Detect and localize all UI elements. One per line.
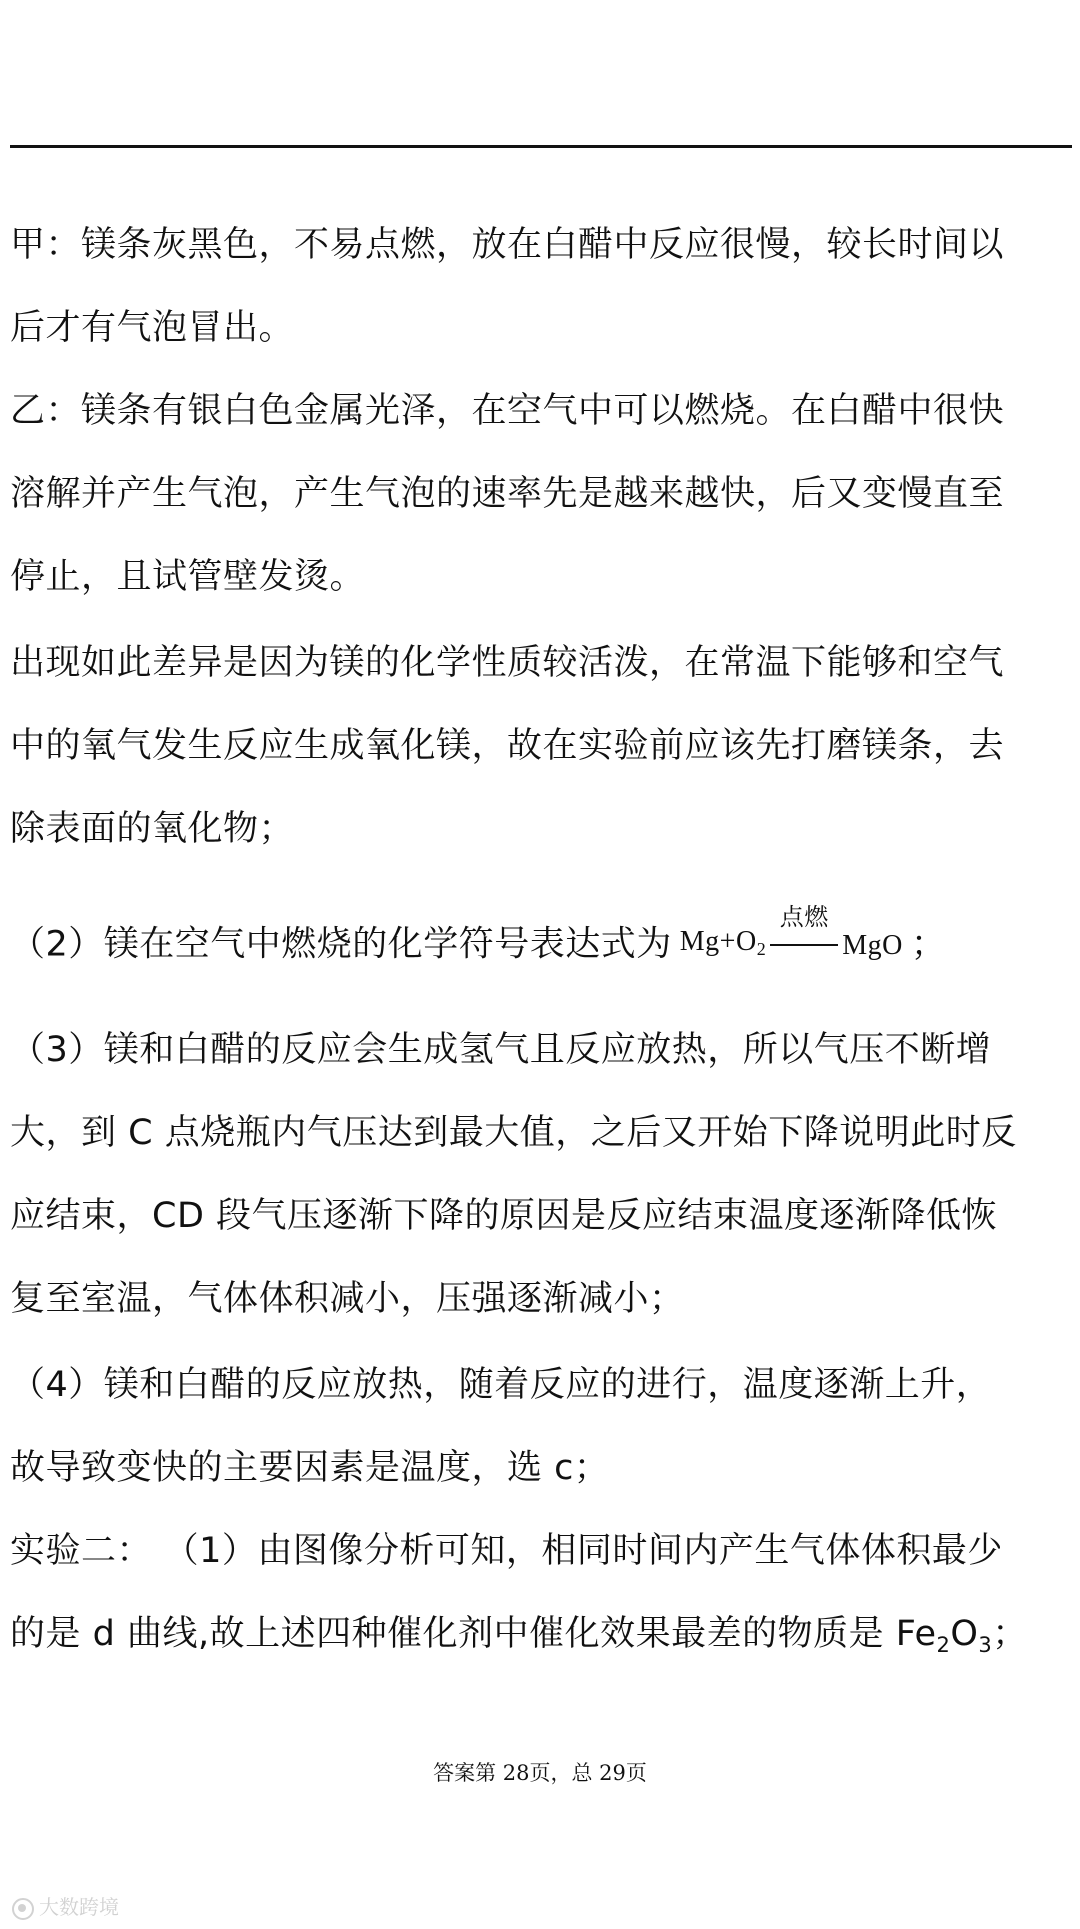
watermark-logo-icon	[12, 1898, 34, 1920]
reaction-condition: 点燃	[779, 902, 829, 931]
paragraph-line: 除表面的氧化物；	[10, 809, 295, 849]
chemistry-line-suffix: ；	[992, 1614, 1028, 1654]
paragraph-line: （3）镁和白醋的反应会生成氢气且反应放热，所以气压不断增	[10, 1030, 992, 1070]
equation-suffix: ；	[910, 924, 947, 965]
equation-reactants: Mg+O2	[679, 926, 767, 959]
paragraph-line: 实验二： （1）由图像分析可知，相同时间内产生气体体积最少	[10, 1531, 1003, 1571]
chemistry-line-prefix: 的是 d 曲线,故上述四种催化剂中催化效果最差的物质是 Fe	[10, 1614, 937, 1654]
page-footer: 答案第 28页，总 29页	[433, 1761, 647, 1785]
fe-subscript: 2	[936, 1633, 951, 1657]
paragraph-line: 复至室温，气体体积减小，压强逐渐减小；	[10, 1279, 685, 1319]
paragraph-line: 大，到 C 点烧瓶内气压达到最大值，之后又开始下降说明此时反	[10, 1113, 1017, 1153]
chemical-equation	[679, 902, 903, 974]
chemistry-line	[10, 1609, 1074, 1670]
oxygen-symbol: O	[950, 1614, 979, 1654]
equation-line	[10, 902, 1074, 974]
paragraph-line: （4）镁和白醋的反应放热，随着反应的进行，温度逐渐上升，	[10, 1365, 992, 1405]
reaction-line	[770, 944, 838, 946]
watermark	[12, 1894, 119, 1920]
equation-prefix: （2）镁在空气中燃烧的化学符号表达式为	[10, 924, 672, 965]
paragraph-line: 乙：镁条有银白色金属光泽，在空气中可以燃烧。在白醋中很快	[10, 391, 1005, 431]
oxygen-subscript: 3	[978, 1633, 993, 1657]
paragraph-line: 甲：镁条灰黑色，不易点燃，放在白醋中反应很慢，较长时间以	[10, 225, 1005, 265]
paragraph-line: 后才有气泡冒出。	[10, 308, 295, 348]
header-divider	[10, 145, 1072, 148]
paragraph-line: 停止，且试管壁发烫。	[10, 557, 366, 597]
paragraph-line: 出现如此差异是因为镁的化学性质较活泼，在常温下能够和空气	[10, 643, 1005, 683]
paragraph-line: 中的氧气发生反应生成氧化镁，故在实验前应该先打磨镁条，去	[10, 726, 1005, 766]
paragraph-line: 溶解并产生气泡，产生气泡的速率先是越来越快，后又变慢直至	[10, 474, 1005, 514]
watermark-text: 大数跨境	[39, 1895, 119, 1919]
paragraph-line: 故导致变快的主要因素是温度，选 c；	[10, 1448, 610, 1488]
reaction-arrow	[770, 902, 838, 961]
paragraph-line: 应结束，CD 段气压逐渐下降的原因是反应结束温度逐渐降低恢	[10, 1196, 998, 1236]
equation-product: MgO	[842, 929, 903, 961]
